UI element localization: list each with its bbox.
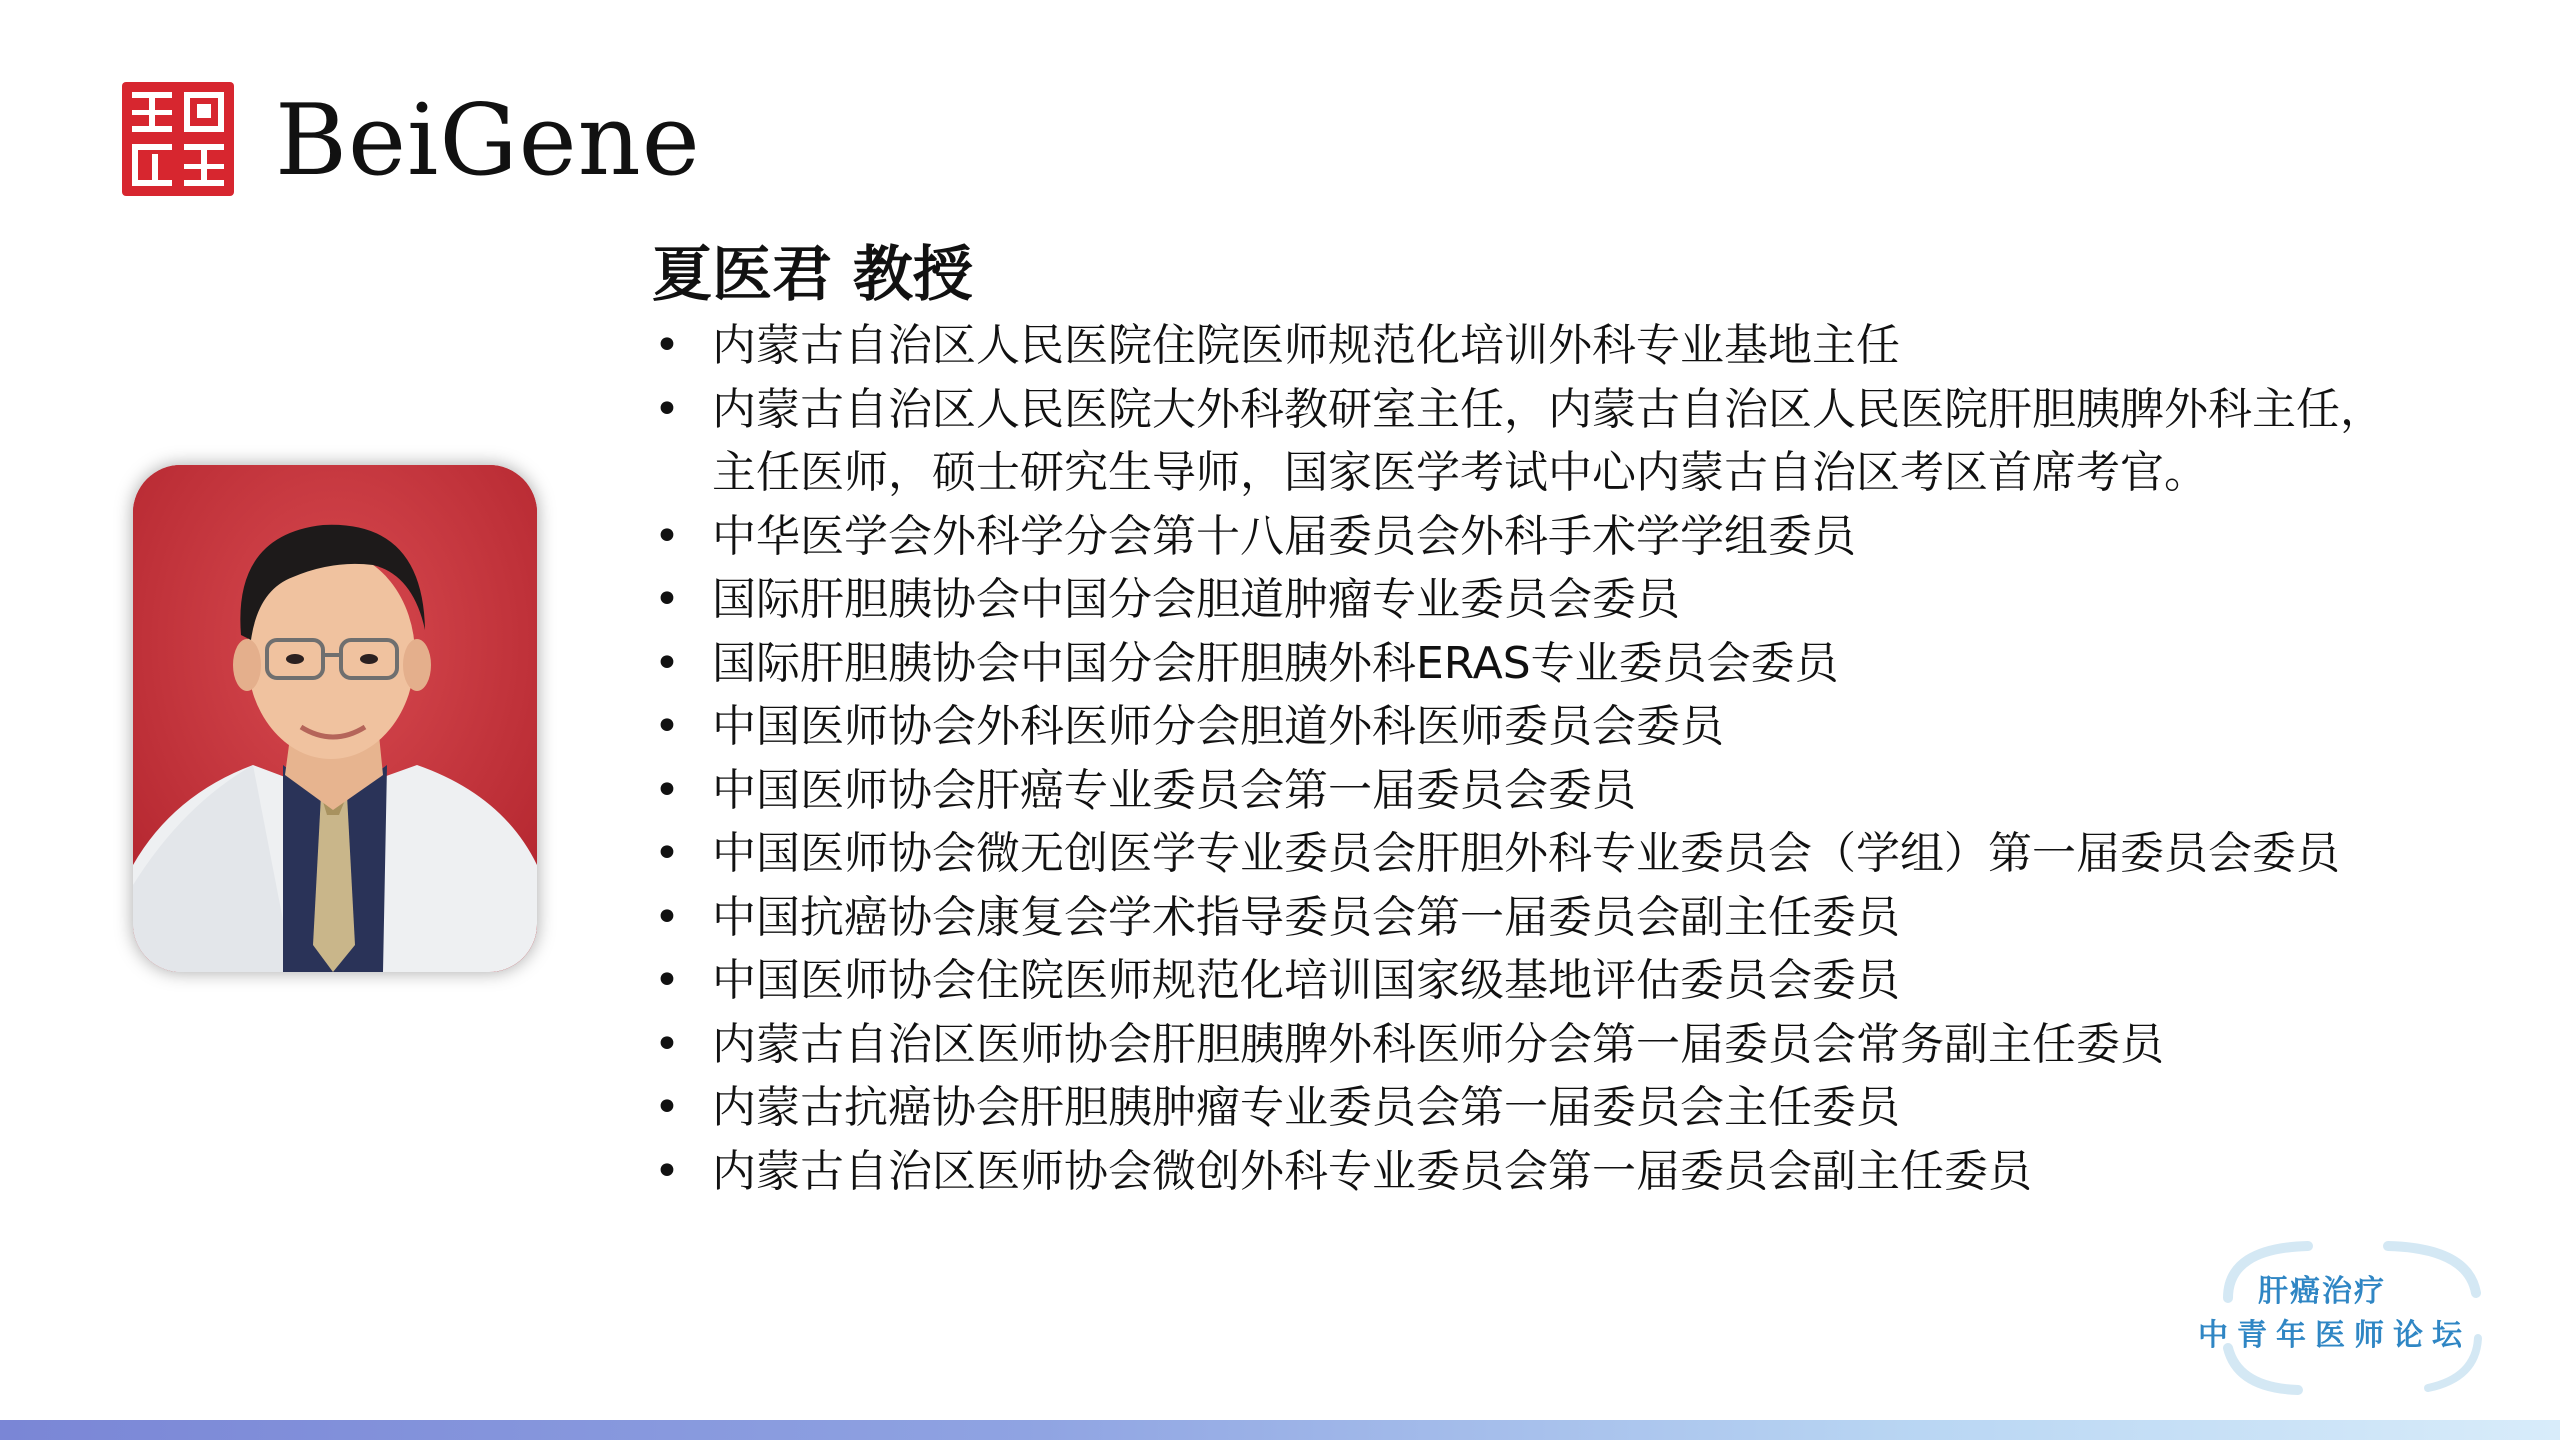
bullet-icon: • [654,891,680,943]
credential-text: 中国医师协会肝癌专业委员会第一届委员会委员 [712,764,1636,816]
credential-text: 中华医学会外科学分会第十八届委员会外科手术学学组委员 [712,510,1856,562]
forum-badge [2188,1238,2488,1398]
credential-text: 内蒙古自治区人民医院大外科教研室主任，内蒙古自治区人民医院肝胆胰脾外科主任， [712,383,2384,435]
doctor-name-title: 夏医君 教授 [652,240,973,310]
credential-text: 内蒙古抗癌协会肝胆胰肿瘤专业委员会第一届委员会主任委员 [712,1082,1900,1133]
bullet-icon: • [654,955,680,1006]
forum-title-line1: 肝癌治疗 [2258,1274,2386,1309]
credential-text: 中国抗癌协会康复会学术指导委员会第一届委员会副主任委员 [712,891,1900,943]
credential-text: 国际肝胆胰协会中国分会胆道肿瘤专业委员会委员 [712,574,1680,625]
credential-item [652,1076,2532,1140]
bullet-icon: • [654,828,680,879]
bullet-icon: • [654,637,680,689]
credential-text: 中国医师协会外科医师分会胆道外科医师委员会委员 [712,701,1724,752]
doctor-portrait [133,465,537,972]
credential-item [652,1013,2532,1077]
forum-title-line2: 中青年医师论坛 [2198,1318,2471,1353]
credential-item [652,632,2532,696]
credential-item [652,505,2532,569]
credential-item [652,568,2532,632]
credential-item [652,695,2532,759]
credential-text: 中国医师协会住院医师规范化培训国家级基地评估委员会委员 [712,955,1900,1006]
bullet-icon: • [654,510,680,562]
credential-item [652,1140,2532,1204]
credential-item [652,886,2532,950]
bullet-icon: • [654,764,680,816]
beigene-logo-seal [122,82,234,196]
credential-text: 内蒙古自治区医师协会肝胆胰脾外科医师分会第一届委员会常务副主任委员 [712,1018,2164,1070]
bullet-icon: • [654,383,680,435]
bottom-gradient-bar [0,1420,2560,1440]
bullet-icon: • [654,1018,680,1070]
bullet-icon: • [654,1145,680,1197]
bullet-icon: • [654,701,680,752]
brand-name: BeiGene [275,84,701,198]
credential-text: 中国医师协会微无创医学专业委员会肝胆外科专业委员会（学组）第一届委员会委员 [712,828,2340,879]
credential-text: 内蒙古自治区人民医院住院医师规范化培训外科专业基地主任 [712,320,1900,371]
credential-text: 内蒙古自治区医师协会微创外科专业委员会第一届委员会副主任委员 [712,1145,2032,1197]
credential-item [652,314,2532,378]
credential-item [652,822,2532,886]
credential-item [652,759,2532,823]
credential-item [652,378,2532,505]
bullet-icon: • [654,320,680,371]
bullet-icon: • [654,1082,680,1133]
credentials-list [652,314,2532,1203]
bullet-icon: • [654,574,680,625]
credential-item [652,949,2532,1013]
credential-text: 主任医师，硕士研究生导师，国家医学考试中心内蒙古自治区考区首席考官。 [712,447,2208,498]
credential-text: 国际肝胆胰协会中国分会肝胆胰外科ERAS专业委员会委员 [712,637,1839,689]
